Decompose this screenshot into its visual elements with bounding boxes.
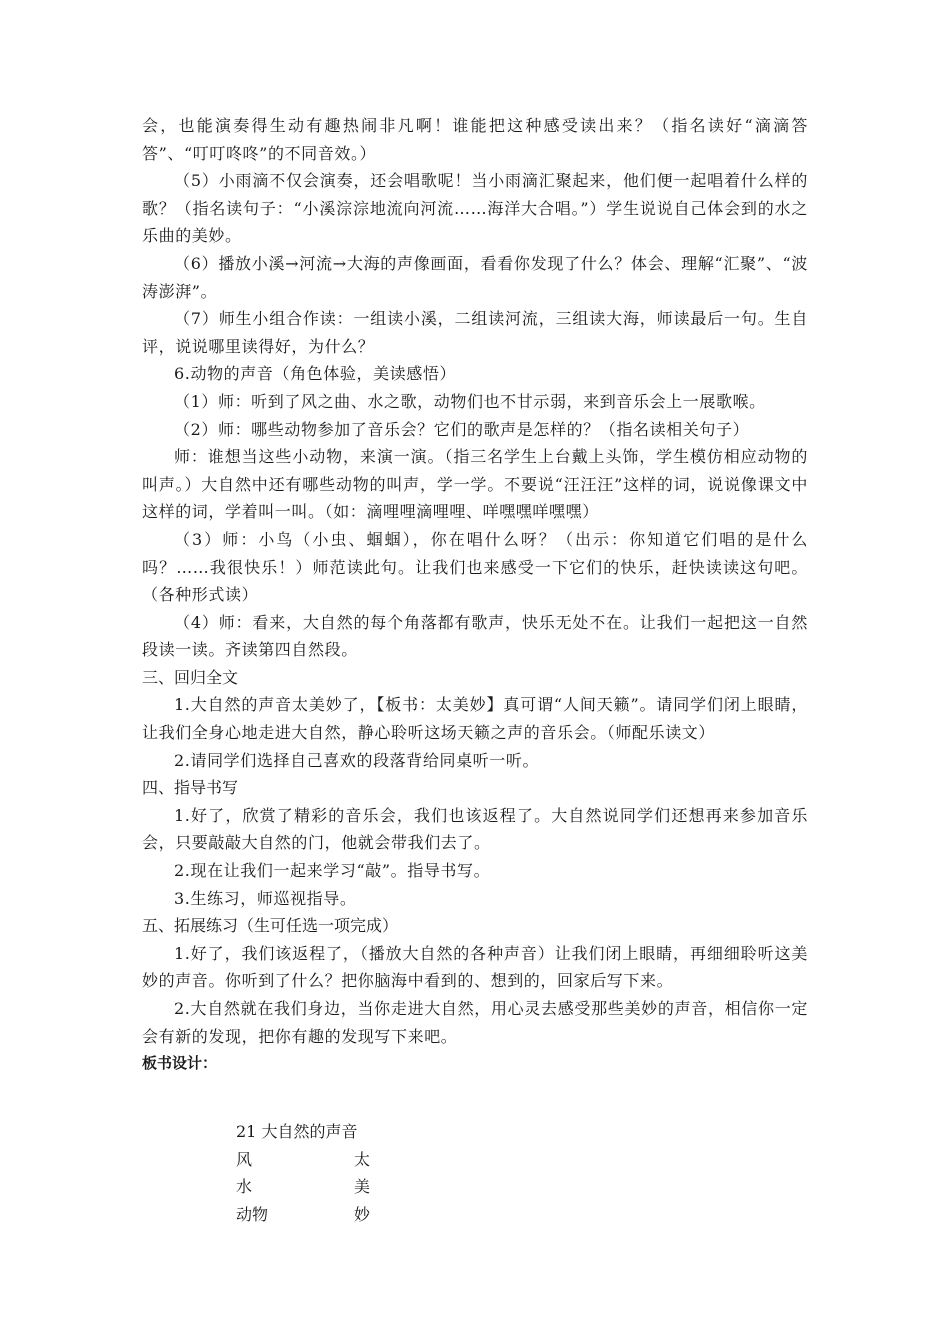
paragraph: 2.现在让我们一起来学习“敲”。指导书写。 — [174, 861, 491, 881]
board-row-left: 水 — [236, 1177, 253, 1197]
paragraph: （7）师生小组合作读：一组读小溪，二组读河流，三组读大海，师读最后一句。生自评，说说哪里读得好，为什么？ — [142, 309, 808, 356]
paragraph: （6）播放小溪→河流→大海的声像画面，看看你发现了什么？体会、理解“汇聚”、“波涛澎湃”。 — [142, 253, 808, 301]
board-row-right: 太 — [354, 1149, 371, 1169]
section-heading: 四、指导书写 — [142, 778, 239, 798]
paragraph: 3.生练习，师巡视指导。 — [174, 888, 357, 908]
section-heading: 五、拓展练习（生可任选一项完成） — [142, 916, 399, 936]
section-subheading: 6.动物的声音（角色体验，美读感悟） — [174, 364, 457, 384]
board-row — [236, 1173, 436, 1201]
paragraph: 1.好了，欣赏了精彩的音乐会，我们也该返程了。大自然说同学们还想再来参加音乐会，只要敲敲大自然的门，他就会带我们去了。 — [142, 805, 808, 853]
paragraph: （1）师：听到了风之曲、水之歌，动物们也不甘示弱，来到音乐会上一展歌喉。 — [174, 391, 766, 411]
board-row — [236, 1146, 436, 1174]
paragraph: （5）小雨滴不仅会演奏，还会唱歌呢！当小雨滴汇聚起来，他们便一起唱着什么样的歌？（指名读句子：“小溪淙淙地流向河流……海洋大合唱。”）学生说说自己体会到的水之乐曲的美妙。 — [142, 171, 808, 246]
board-row-right: 美 — [354, 1177, 371, 1197]
board-row — [236, 1201, 436, 1229]
paragraph: 1.大自然的声音太美妙了，【板书：太美妙】真可谓“人间天籁”。请同学们闭上眼睛，让我们全身心地走进大自然，静心聆听这场天籁之声的音乐会。（师配乐读文） — [142, 695, 808, 743]
paragraph: 2.大自然就在我们身边，当你走进大自然，用心灵去感受那些美妙的声音，相信你一定会有新的发现，把你有趣的发现写下来吧。 — [142, 999, 808, 1046]
board-design-heading: 板书设计： — [142, 1054, 218, 1073]
board-row-right: 妙 — [354, 1204, 371, 1224]
board-row-left: 动物 — [236, 1204, 269, 1224]
paragraph: 师：谁想当这些小动物，来演一演。（指三名学生上台戴上头饰，学生模仿相应动物的叫声。）大自然中还有哪些动物的叫声，学一学。不要说“汪汪汪”这样的词，说说像课文中这样的词，学着叫一叫。（如：滴哩哩滴哩哩、咩嘿嘿咩嘿嘿） — [142, 447, 808, 522]
paragraph: 会，也能演奏得生动有趣热闹非凡啊！谁能把这种感受读出来？（指名读好“滴滴答答”、“叮叮咚咚”的不同音效。） — [142, 116, 808, 163]
section-heading: 三、回归全文 — [142, 667, 239, 687]
paragraph: （4）师：看来，大自然的每个角落都有歌声，快乐无处不在。让我们一起把这一自然段读一读。齐读第四自然段。 — [142, 612, 808, 660]
board-title: 21 大自然的声音 — [236, 1122, 358, 1141]
paragraph: 2.请同学们选择自己喜欢的段落背给同桌听一听。 — [174, 750, 540, 770]
board-row-left: 风 — [236, 1149, 253, 1169]
paragraph: （2）师：哪些动物参加了音乐会？它们的歌声是怎样的？（指名读相关句子） — [174, 419, 750, 439]
blackboard-design — [236, 1118, 436, 1228]
document-body — [142, 112, 808, 1078]
paragraph: （3）师：小鸟（小虫、蝈蝈），你在唱什么呀？（出示：你知道它们唱的是什么吗？……我很快乐！）师范读此句。让我们也来感受一下它们的快乐，赶快读读这句吧。（各种形式读） — [142, 529, 808, 605]
paragraph: 1.好了，我们该返程了，（播放大自然的各种声音）让我们闭上眼睛，再细细聆听这美妙的声音。你听到了什么？把你脑海中看到的、想到的，回家后写下来。 — [142, 943, 808, 991]
